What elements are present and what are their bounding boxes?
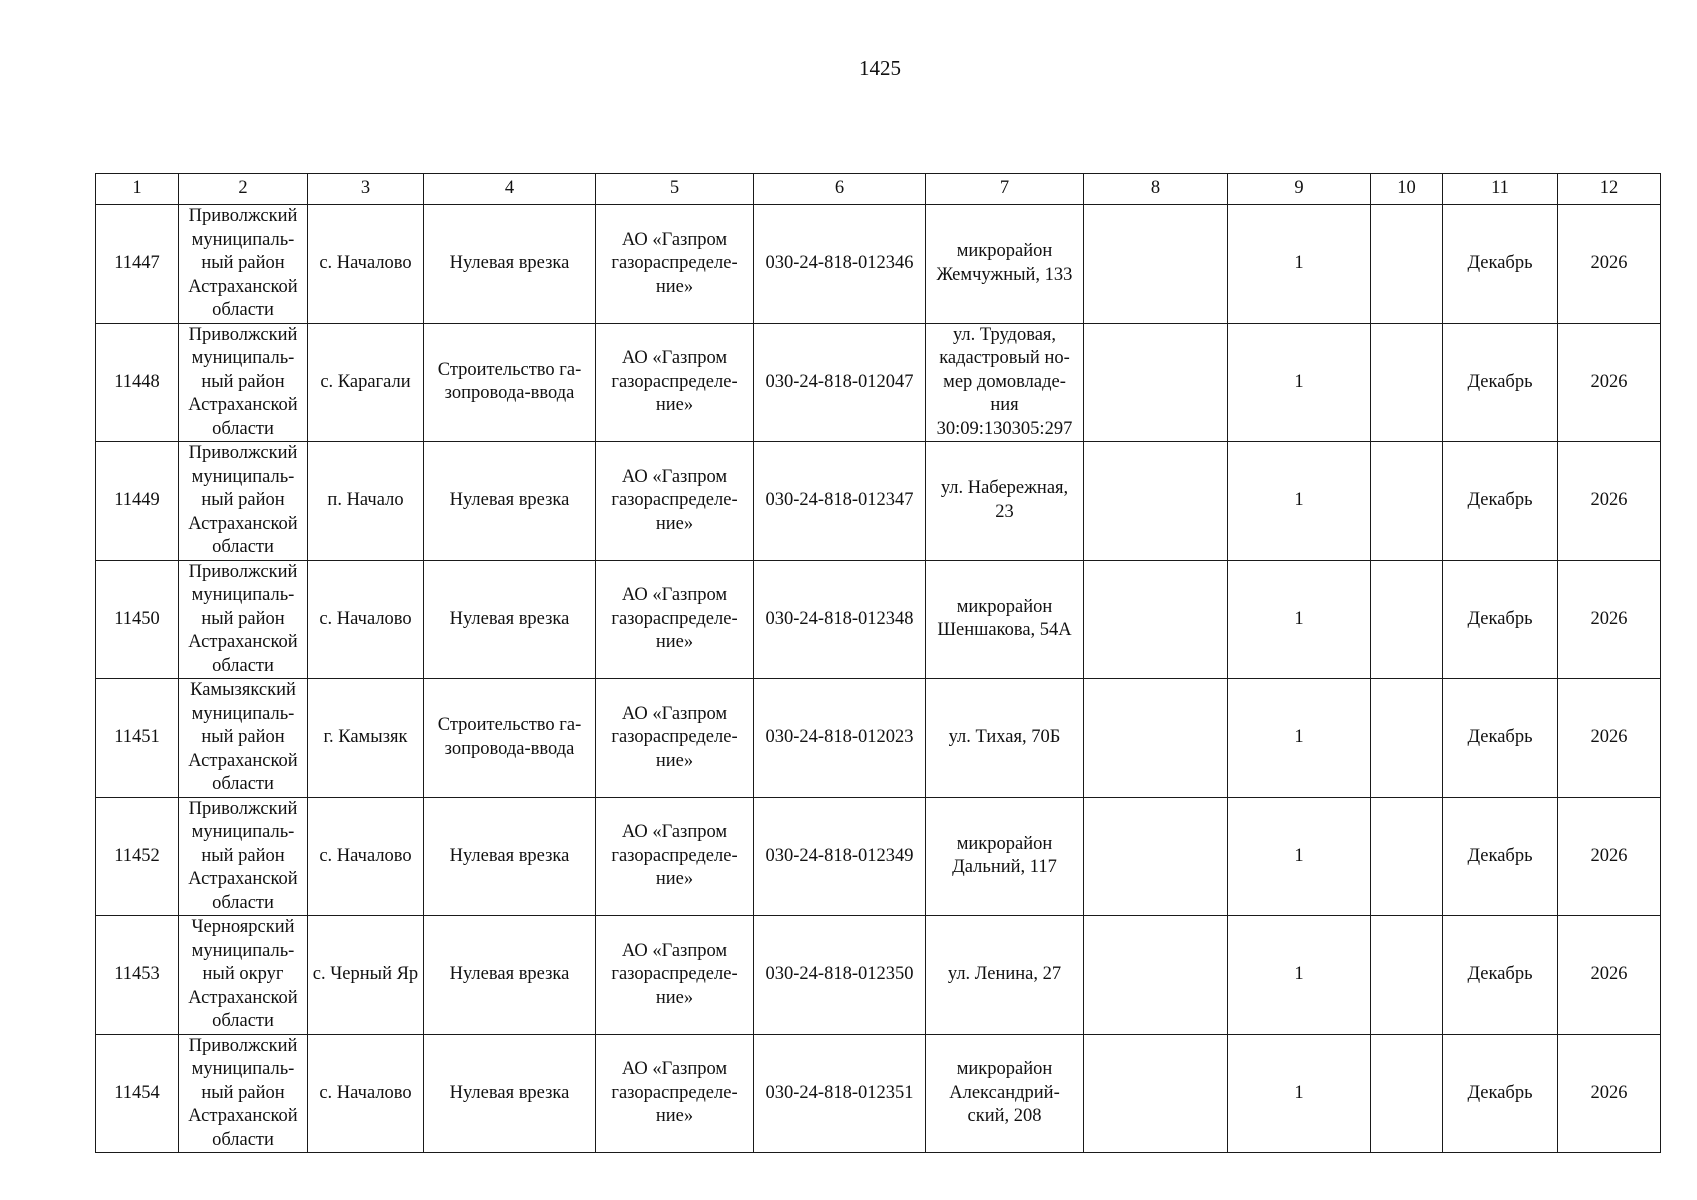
district-cell: Приволжский муниципаль- ный район Астраханской области <box>179 323 308 442</box>
column-8-cell <box>1084 442 1228 561</box>
work-type-cell: Нулевая врезка <box>424 797 596 916</box>
column-header: 8 <box>1084 174 1228 205</box>
column-header: 7 <box>926 174 1084 205</box>
month-cell: Декабрь <box>1443 560 1558 679</box>
code-cell: 030-24-818-012047 <box>754 323 926 442</box>
month-cell: Декабрь <box>1443 205 1558 324</box>
settlement-cell: с. Карагали <box>308 323 424 442</box>
page-number: 1425 <box>859 56 901 80</box>
year-cell: 2026 <box>1558 916 1661 1035</box>
code-cell: 030-24-818-012347 <box>754 442 926 561</box>
district-cell: Приволжский муниципаль- ный район Астраханской области <box>179 442 308 561</box>
table-row <box>96 323 1661 442</box>
year-cell: 2026 <box>1558 323 1661 442</box>
work-type-cell: Нулевая врезка <box>424 560 596 679</box>
table-row <box>96 797 1661 916</box>
column-9-cell: 1 <box>1228 205 1371 324</box>
column-header: 5 <box>596 174 754 205</box>
organization-cell: АО «Газпром газораспределе- ние» <box>596 442 754 561</box>
column-9-cell: 1 <box>1228 323 1371 442</box>
organization-cell: АО «Газпром газораспределе- ние» <box>596 679 754 798</box>
column-9-cell: 1 <box>1228 1034 1371 1153</box>
row-number-cell: 11450 <box>96 560 179 679</box>
year-cell: 2026 <box>1558 797 1661 916</box>
address-cell: ул. Набережная, 23 <box>926 442 1084 561</box>
code-cell: 030-24-818-012023 <box>754 679 926 798</box>
address-cell: микрорайон Жемчужный, 133 <box>926 205 1084 324</box>
column-header: 9 <box>1228 174 1371 205</box>
row-number-cell: 11454 <box>96 1034 179 1153</box>
column-10-cell <box>1371 797 1443 916</box>
column-header: 11 <box>1443 174 1558 205</box>
organization-cell: АО «Газпром газораспределе- ние» <box>596 916 754 1035</box>
organization-cell: АО «Газпром газораспределе- ние» <box>596 205 754 324</box>
column-8-cell <box>1084 205 1228 324</box>
column-10-cell <box>1371 560 1443 679</box>
year-cell: 2026 <box>1558 679 1661 798</box>
column-10-cell <box>1371 916 1443 1035</box>
settlement-cell: с. Началово <box>308 205 424 324</box>
month-cell: Декабрь <box>1443 323 1558 442</box>
column-8-cell <box>1084 323 1228 442</box>
column-header: 4 <box>424 174 596 205</box>
column-header: 12 <box>1558 174 1661 205</box>
code-cell: 030-24-818-012349 <box>754 797 926 916</box>
address-cell: микрорайон Шеншакова, 54А <box>926 560 1084 679</box>
month-cell: Декабрь <box>1443 679 1558 798</box>
gasification-table <box>95 173 1661 1153</box>
column-8-cell <box>1084 916 1228 1035</box>
year-cell: 2026 <box>1558 442 1661 561</box>
column-header: 6 <box>754 174 926 205</box>
column-8-cell <box>1084 797 1228 916</box>
month-cell: Декабрь <box>1443 1034 1558 1153</box>
month-cell: Декабрь <box>1443 797 1558 916</box>
year-cell: 2026 <box>1558 1034 1661 1153</box>
work-type-cell: Нулевая врезка <box>424 1034 596 1153</box>
year-cell: 2026 <box>1558 205 1661 324</box>
year-cell: 2026 <box>1558 560 1661 679</box>
column-header: 10 <box>1371 174 1443 205</box>
row-number-cell: 11453 <box>96 916 179 1035</box>
column-header: 3 <box>308 174 424 205</box>
column-9-cell: 1 <box>1228 916 1371 1035</box>
district-cell: Приволжский муниципаль- ный район Астраханской области <box>179 797 308 916</box>
organization-cell: АО «Газпром газораспределе- ние» <box>596 1034 754 1153</box>
column-header: 2 <box>179 174 308 205</box>
column-9-cell: 1 <box>1228 797 1371 916</box>
column-10-cell <box>1371 323 1443 442</box>
work-type-cell: Строительство га- зопровода-ввода <box>424 679 596 798</box>
settlement-cell: с. Черный Яр <box>308 916 424 1035</box>
work-type-cell: Нулевая врезка <box>424 916 596 1035</box>
row-number-cell: 11447 <box>96 205 179 324</box>
district-cell: Черноярский муниципаль- ный округ Астраханской области <box>179 916 308 1035</box>
code-cell: 030-24-818-012351 <box>754 1034 926 1153</box>
column-8-cell <box>1084 1034 1228 1153</box>
table-row <box>96 1034 1661 1153</box>
address-cell: ул. Ленина, 27 <box>926 916 1084 1035</box>
district-cell: Приволжский муниципаль- ный район Астраханской области <box>179 1034 308 1153</box>
settlement-cell: с. Началово <box>308 797 424 916</box>
settlement-cell: г. Камызяк <box>308 679 424 798</box>
column-10-cell <box>1371 1034 1443 1153</box>
code-cell: 030-24-818-012350 <box>754 916 926 1035</box>
work-type-cell: Нулевая врезка <box>424 442 596 561</box>
column-8-cell <box>1084 560 1228 679</box>
table-row <box>96 916 1661 1035</box>
settlement-cell: п. Начало <box>308 442 424 561</box>
address-cell: ул. Тихая, 70Б <box>926 679 1084 798</box>
address-cell: микрорайон Дальний, 117 <box>926 797 1084 916</box>
organization-cell: АО «Газпром газораспределе- ние» <box>596 560 754 679</box>
organization-cell: АО «Газпром газораспределе- ние» <box>596 323 754 442</box>
organization-cell: АО «Газпром газораспределе- ние» <box>596 797 754 916</box>
district-cell: Приволжский муниципаль- ный район Астраханской области <box>179 205 308 324</box>
row-number-cell: 11449 <box>96 442 179 561</box>
row-number-cell: 11451 <box>96 679 179 798</box>
column-10-cell <box>1371 205 1443 324</box>
column-9-cell: 1 <box>1228 679 1371 798</box>
code-cell: 030-24-818-012346 <box>754 205 926 324</box>
table-row <box>96 679 1661 798</box>
settlement-cell: с. Началово <box>308 1034 424 1153</box>
address-cell: ул. Трудовая, кадастровый но- мер домовладе- ния 30:09:130305:297 <box>926 323 1084 442</box>
address-cell: микрорайон Александрий- ский, 208 <box>926 1034 1084 1153</box>
column-10-cell <box>1371 679 1443 798</box>
column-9-cell: 1 <box>1228 560 1371 679</box>
district-cell: Камызякский муниципаль- ный район Астраханской области <box>179 679 308 798</box>
month-cell: Декабрь <box>1443 916 1558 1035</box>
district-cell: Приволжский муниципаль- ный район Астраханской области <box>179 560 308 679</box>
header-row <box>96 174 1661 205</box>
column-header: 1 <box>96 174 179 205</box>
column-9-cell: 1 <box>1228 442 1371 561</box>
column-10-cell <box>1371 442 1443 561</box>
month-cell: Декабрь <box>1443 442 1558 561</box>
row-number-cell: 11448 <box>96 323 179 442</box>
column-8-cell <box>1084 679 1228 798</box>
work-type-cell: Нулевая врезка <box>424 205 596 324</box>
code-cell: 030-24-818-012348 <box>754 560 926 679</box>
table-row <box>96 560 1661 679</box>
table-row <box>96 442 1661 561</box>
row-number-cell: 11452 <box>96 797 179 916</box>
table-row <box>96 205 1661 324</box>
settlement-cell: с. Началово <box>308 560 424 679</box>
work-type-cell: Строительство га- зопровода-ввода <box>424 323 596 442</box>
